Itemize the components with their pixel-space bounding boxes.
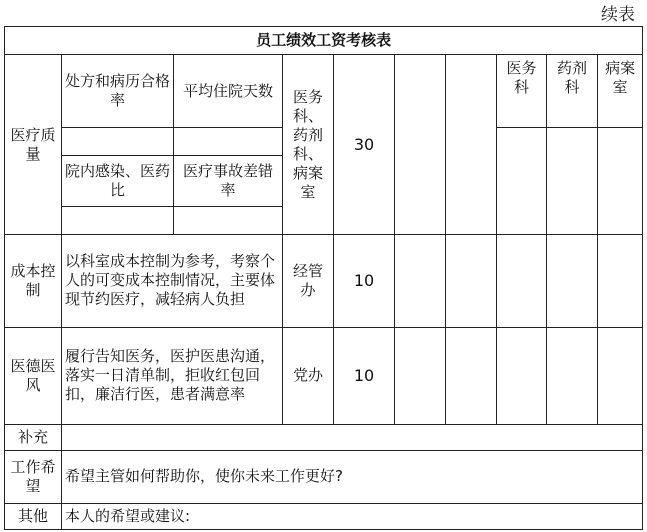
quality-blank-2: [446, 55, 497, 235]
cost-score: 10: [334, 235, 395, 328]
ethics-label: 医德医风: [5, 327, 62, 424]
quality-blank-cell: [62, 206, 174, 234]
supplement-label: 补充: [5, 424, 62, 450]
sub-dept-medical: 医务科: [497, 55, 547, 128]
quality-item-1: 处方和病历合格率: [62, 55, 174, 128]
quality-blank-1: [395, 55, 446, 235]
quality-item-3: 院内感染、医药比: [62, 156, 174, 207]
ethics-blank: [547, 327, 598, 424]
ethics-blank: [395, 327, 446, 424]
cost-label: 成本控制: [5, 235, 62, 328]
cost-blank: [497, 235, 547, 328]
cost-blank: [395, 235, 446, 328]
ethics-description: 履行告知医务，医护医患沟通，落实一日清单制，拒收红包回扣，廉洁行医，患者满意率: [62, 327, 283, 424]
hope-text: 希望主管如何帮助你，使你未来工作更好?: [62, 451, 643, 504]
ethics-blank: [598, 327, 643, 424]
ethics-blank: [446, 327, 497, 424]
sub-dept-cell: [598, 127, 643, 234]
continued-label: 续表: [601, 5, 635, 25]
performance-table: [4, 26, 643, 530]
quality-dept: 医务科、药剂科、病案室: [283, 55, 334, 235]
quality-item-4: 医疗事故差错率: [174, 156, 283, 207]
cost-blank: [446, 235, 497, 328]
cost-blank: [547, 235, 598, 328]
quality-blank-cell: [174, 127, 283, 155]
quality-label: 医疗质量: [5, 55, 62, 235]
ethics-blank: [497, 327, 547, 424]
quality-item-2: 平均住院天数: [174, 55, 283, 128]
ethics-dept: 党办: [283, 327, 334, 424]
quality-score: 30: [334, 55, 395, 235]
supplement-content: [62, 424, 643, 450]
quality-blank-cell: [62, 127, 174, 155]
table-title: 员工绩效工资考核表: [5, 27, 643, 55]
cost-blank: [598, 235, 643, 328]
other-label: 其他: [5, 503, 62, 529]
ethics-score: 10: [334, 327, 395, 424]
sub-dept-cell: [547, 127, 598, 234]
sub-dept-cell: [497, 127, 547, 234]
sub-dept-pharmacy: 药剂科: [547, 55, 598, 128]
hope-label: 工作希望: [5, 451, 62, 504]
other-text: 本人的希望或建议:: [62, 503, 643, 529]
quality-blank-cell: [174, 206, 283, 234]
sub-dept-records: 病案室: [598, 55, 643, 128]
cost-dept: 经管办: [283, 235, 334, 328]
cost-description: 以科室成本控制为参考，考察个人的可变成本控制情况，主要体现节约医疗，减轻病人负担: [62, 235, 283, 328]
